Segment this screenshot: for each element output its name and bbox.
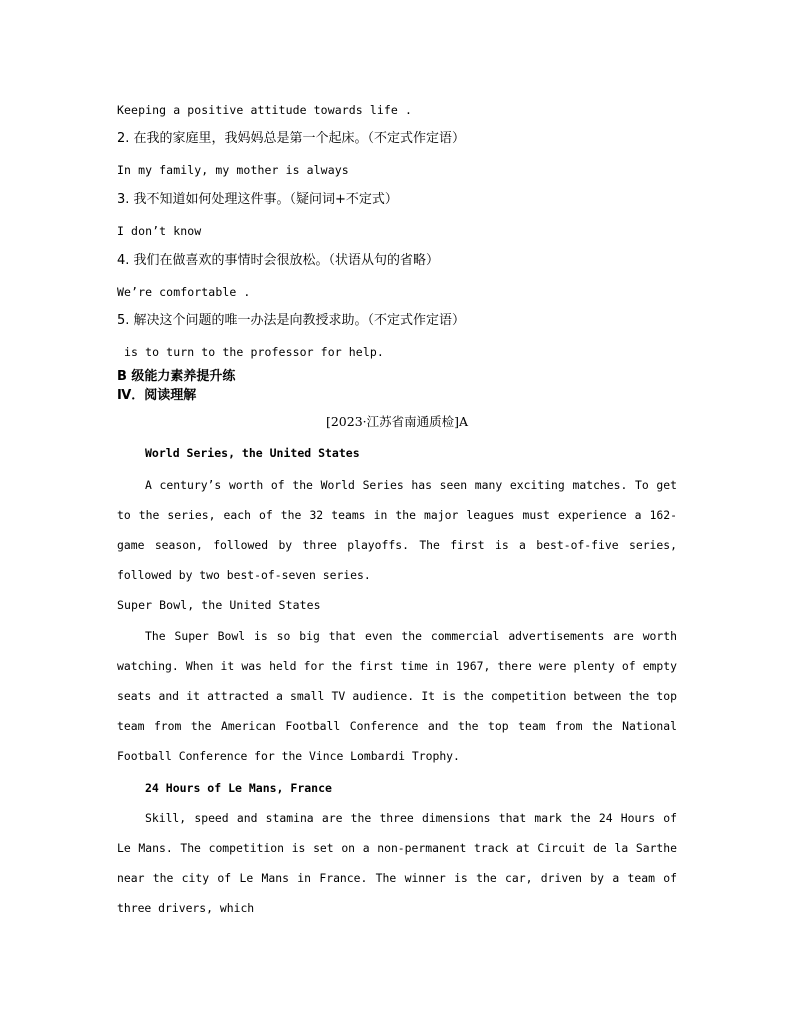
super-bowl-text: The Super Bowl is so big that even the commercial advertisements are worth watching. When it was held for the first time in 1967, there were plenty of empty seats and it attracted a small TV audience. It is the competition between the top team from the American Football Conference and the top team from the National Football Conference for the Vince Lombardi Trophy.: [117, 629, 677, 763]
super-bowl-title: Super Bowl, the United States: [117, 598, 321, 612]
world-series-text: A century’s worth of the World Series has seen many exciting matches. To get to the series, each of the 32 teams in the major leagues must experience a 162-game season, followed by three playoffs. The first is a best-of-five series, followed by two best-of-seven series.: [117, 478, 677, 582]
answer-2: In my family, my mother is always: [117, 163, 349, 177]
le-mans-paragraph: [117, 803, 677, 923]
question-3: 3. 我不知道如何处理这件事。（疑问词+不定式）: [117, 192, 398, 207]
question-2: 2. 在我的家庭里，我妈妈总是第一个起床。（不定式作定语）: [117, 131, 466, 146]
world-series-paragraph: [117, 470, 677, 590]
world-series-title: World Series, the United States: [145, 446, 360, 460]
passage-source: [2023·江苏省南通质检]A: [325, 414, 469, 429]
level-title: B 级能力素养提升练: [117, 369, 236, 384]
question-4: 4. 我们在做喜欢的事情时会很放松。（状语从句的省略）: [117, 253, 440, 268]
answer-3: I don’t know: [117, 224, 202, 238]
le-mans-title: 24 Hours of Le Mans, France: [145, 781, 332, 795]
answer-5: is to turn to the professor for help.: [117, 345, 384, 359]
question-5: 5. 解决这个问题的唯一办法是向教授求助。（不定式作定语）: [117, 313, 466, 328]
answer-4: We’re comfortable .: [117, 285, 251, 299]
document-page: [117, 0, 677, 1028]
super-bowl-paragraph: [117, 621, 677, 771]
part-title: Ⅳ．阅读理解: [117, 388, 197, 403]
le-mans-text: Skill, speed and stamina are the three dimensions that mark the 24 Hours of Le Mans. The competition is set on a non-permanent track at Circuit de la Sarthe near the city of Le Mans in France. The winner is the car, driven by a team of three drivers, which: [117, 811, 677, 915]
answer-1: Keeping a positive attitude towards life .: [117, 103, 412, 117]
